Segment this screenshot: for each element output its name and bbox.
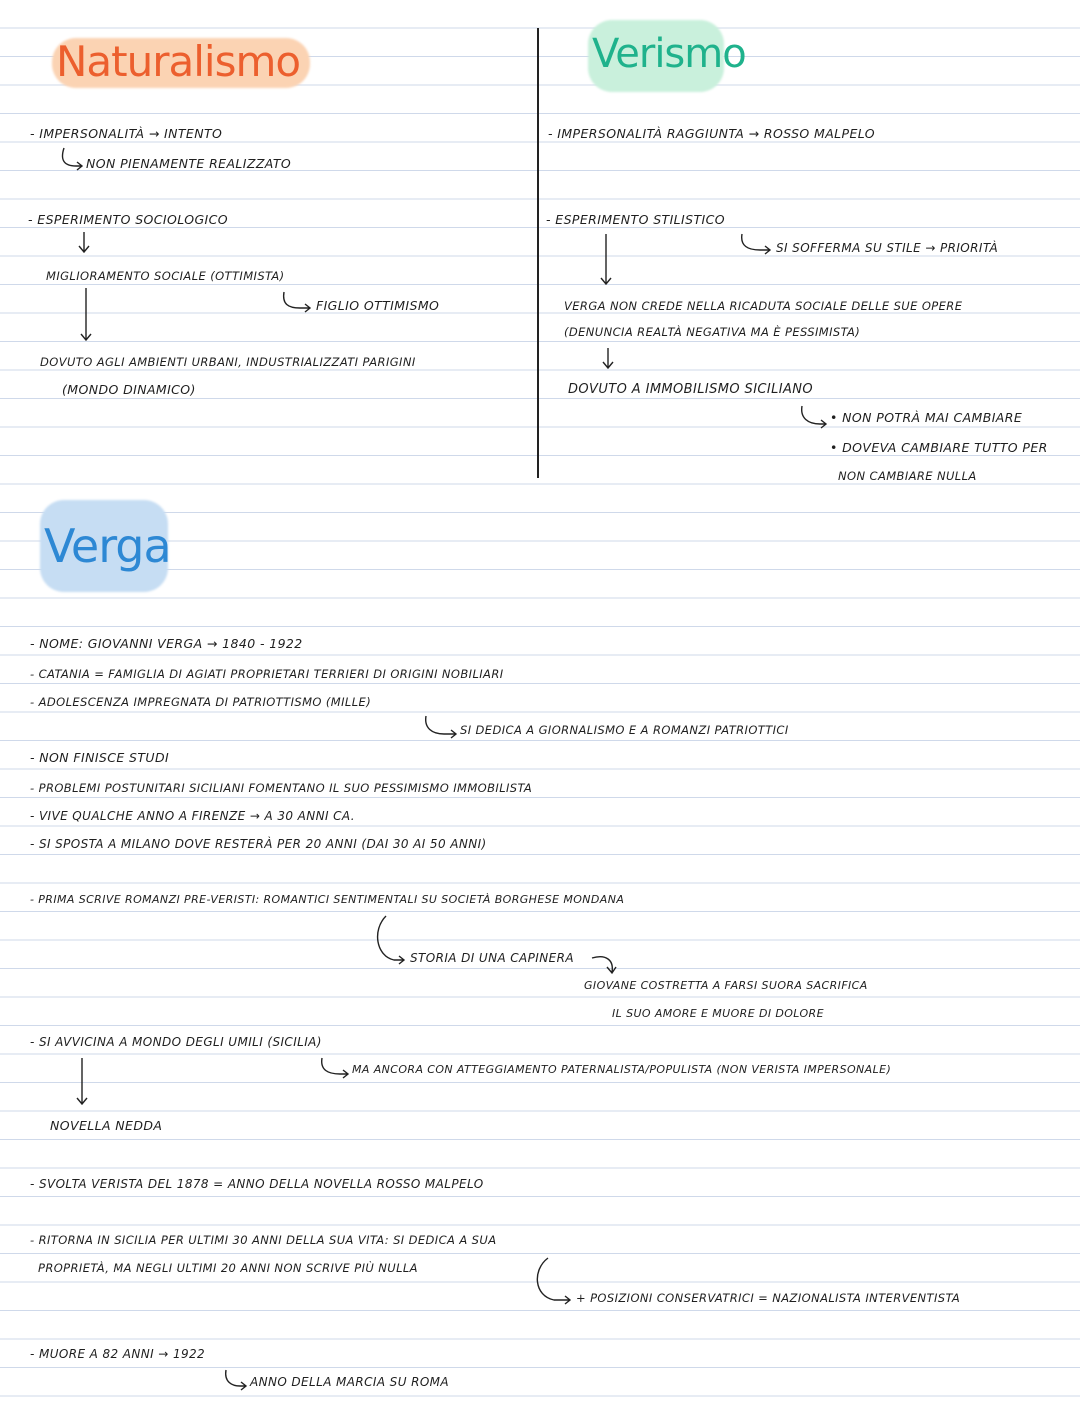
verga-proprieta: PROPRIETÀ, MA NEGLI ULTIMI 20 ANNI NON SCRIVE PIÙ NULLA <box>38 1261 418 1275</box>
verismo-nulla: NON CAMBIARE NULLA <box>838 469 977 483</box>
verismo-immobilismo: DOVUTO A IMMOBILISMO SICILIANO <box>568 382 814 397</box>
down-arrow <box>601 234 611 284</box>
verga-title: Verga <box>44 519 171 573</box>
verismo-impersonalita: - IMPERSONALITÀ RAGGIUNTA → ROSSO MALPELO <box>548 126 875 141</box>
hook-arrow <box>284 292 310 312</box>
verismo-non-potra: • NON POTRÀ MAI CAMBIARE <box>830 410 1023 425</box>
verga-conservatrici: + POSIZIONI CONSERVATRICI = NAZIONALISTA INTERVENTISTA <box>576 1291 961 1305</box>
verga-adolescenza: - ADOLESCENZA IMPREGNATA DI PATRIOTTISMO (MILLE) <box>30 695 372 709</box>
naturalismo-figlio-ottimismo: FIGLIO OTTIMISMO <box>316 298 440 313</box>
verga-giornalismo: SI DEDICA A GIORNALISMO E A ROMANZI PATRIOTTICI <box>460 723 789 737</box>
verga-studi: - NON FINISCE STUDI <box>30 750 170 765</box>
naturalismo-miglioramento: MIGLIORAMENTO SOCIALE (OTTIMISTA) <box>46 269 285 283</box>
naturalismo-esperimento: - ESPERIMENTO SOCIOLOGICO <box>28 212 228 227</box>
verismo-ricaduta: VERGA NON CREDE NELLA RICADUTA SOCIALE DELLE SUE OPERE <box>564 299 963 313</box>
hook-arrow <box>63 148 83 170</box>
verga-nedda: NOVELLA NEDDA <box>50 1118 163 1133</box>
down-arrow <box>603 348 613 368</box>
verga-giovane: GIOVANE COSTRETTA A FARSI SUORA SACRIFICA <box>584 979 868 992</box>
hook-arrow <box>226 1370 246 1390</box>
hook-arrow <box>802 406 826 428</box>
verismo-doveva: • DOVEVA CAMBIARE TUTTO PER <box>830 440 1048 455</box>
hook-arrow <box>742 234 770 254</box>
down-arrow <box>77 1058 87 1104</box>
hook-arrow <box>322 1058 348 1078</box>
verga-milano: - SI SPOSTA A MILANO DOVE RESTERÀ PER 20 ANNI (DAI 30 AI 50 ANNI) <box>30 837 487 851</box>
verga-muore: - MUORE A 82 ANNI → 1922 <box>30 1347 206 1361</box>
down-arrow <box>79 232 89 252</box>
naturalismo-non-realizzato: NON PIENAMENTE REALIZZATO <box>86 156 292 171</box>
naturalismo-mondo-dinamico: (MONDO DINAMICO) <box>62 382 196 397</box>
verga-svolta: - SVOLTA VERISTA DEL 1878 = ANNO DELLA NOVELLA ROSSO MALPELO <box>30 1177 484 1191</box>
verga-pre-veristi: - PRIMA SCRIVE ROMANZI PRE-VERISTI: ROMANTICI SENTIMENTALI SU SOCIETÀ BORGHESE MONDANA <box>30 893 625 906</box>
hook-arrow <box>537 1258 570 1304</box>
verga-umili: - SI AVVICINA A MONDO DEGLI UMILI (SICILIA) <box>30 1035 322 1049</box>
verismo-denuncia: (DENUNCIA REALTÀ NEGATIVA MA È PESSIMISTA) <box>564 325 861 339</box>
verismo-title: Verismo <box>592 31 746 77</box>
verga-nome: - NOME: GIOVANNI VERGA → 1840 - 1922 <box>30 636 303 651</box>
verga-firenze: - VIVE QUALCHE ANNO A FIRENZE → A 30 ANNI CA. <box>30 809 355 823</box>
naturalismo-title: Naturalismo <box>56 37 301 86</box>
hook-arrow <box>426 716 456 738</box>
verga-marcia: ANNO DELLA MARCIA SU ROMA <box>250 1375 450 1389</box>
verga-catania: - CATANIA = FAMIGLIA DI AGIATI PROPRIETARI TERRIERI DI ORIGINI NOBILIARI <box>30 667 504 681</box>
verga-problemi: - PROBLEMI POSTUNITARI SICILIANI FOMENTANO IL SUO PESSIMISMO IMMOBILISTA <box>30 781 533 795</box>
verga-dolore: IL SUO AMORE E MUORE DI DOLORE <box>612 1007 824 1020</box>
verga-paternalista: MA ANCORA CON ATTEGGIAMENTO PATERNALISTA/POPULISTA (NON VERISTA IMPERSONALE) <box>352 1063 892 1076</box>
verismo-stile: SI SOFFERMA SU STILE → PRIORITÀ <box>776 241 999 255</box>
verismo-esperimento: - ESPERIMENTO STILISTICO <box>546 212 725 227</box>
curve-arrow <box>592 957 616 973</box>
naturalismo-impersonalita: - IMPERSONALITÀ → INTENTO <box>30 126 223 141</box>
verga-capinera: STORIA DI UNA CAPINERA <box>410 951 574 965</box>
column-divider <box>537 28 539 478</box>
hook-arrow <box>378 916 404 964</box>
verga-ritorna: - RITORNA IN SICILIA PER ULTIMI 30 ANNI DELLA SUA VITA: SI DEDICA A SUA <box>30 1233 497 1247</box>
down-arrow <box>81 288 91 340</box>
naturalismo-dovuto: DOVUTO AGLI AMBIENTI URBANI, INDUSTRIALIZZATI PARIGINI <box>40 355 416 369</box>
